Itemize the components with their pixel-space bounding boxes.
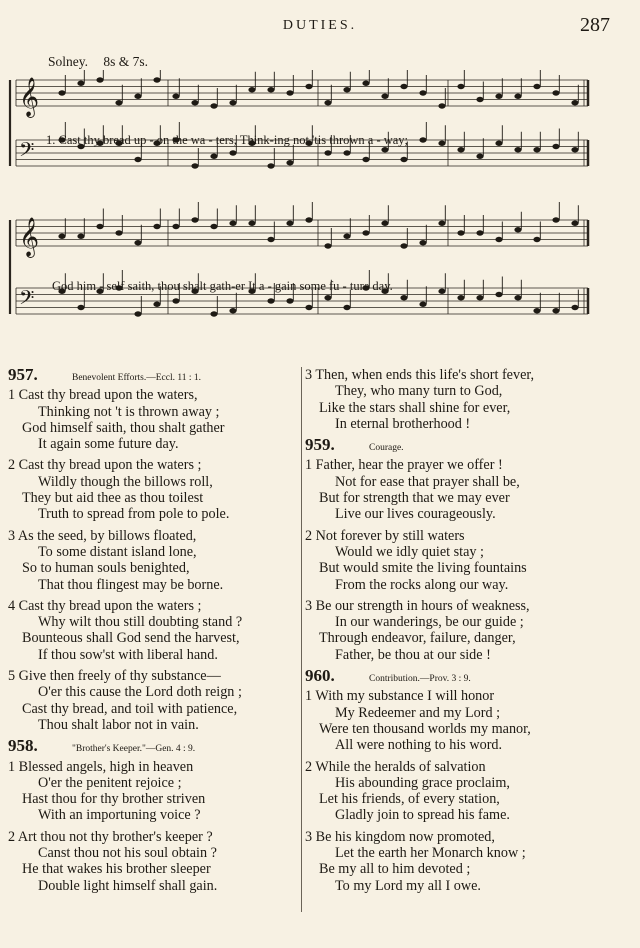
stanza	[8, 598, 298, 663]
note-head	[571, 221, 578, 226]
note-head	[571, 100, 578, 105]
note-head	[191, 100, 198, 105]
hymn-number: 957.	[8, 365, 38, 384]
note-head	[96, 224, 103, 229]
verse-line: O'er this cause the Lord doth reign ;	[38, 684, 242, 701]
note-head	[210, 154, 217, 159]
note-head	[362, 230, 369, 235]
verse-line: Were ten thousand worlds my manor,	[319, 720, 531, 737]
note-head	[286, 298, 293, 303]
verse-line: In our wanderings, be our guide ;	[335, 614, 524, 631]
stanza	[8, 759, 298, 824]
verse-line: But for strength that we may ever	[319, 490, 510, 507]
verse-line: With an importuning voice ?	[38, 807, 201, 824]
note-head	[571, 305, 578, 310]
hymn-958	[8, 738, 298, 894]
hymn-960	[305, 668, 635, 894]
verse-line: Live our lives courageously.	[335, 506, 496, 523]
note-head	[267, 237, 274, 242]
verse-line: Would we idly quiet stay ;	[335, 543, 484, 560]
note-head	[324, 150, 331, 155]
note-head	[324, 243, 331, 248]
stanza	[305, 688, 635, 753]
note-head	[552, 217, 559, 222]
note-head	[400, 295, 407, 300]
verse-line: 2 Cast thy bread upon the waters ;	[8, 457, 202, 474]
verse-line: His abounding grace proclaim,	[335, 774, 510, 791]
note-head	[191, 163, 198, 168]
hymn-958-continued	[305, 367, 635, 432]
note-head	[267, 298, 274, 303]
note-head	[438, 221, 445, 226]
verse-line: To my Lord my all I owe.	[335, 877, 481, 894]
hymn-topic: Contribution.—Prov. 3 : 9.	[369, 674, 471, 685]
note-head	[229, 308, 236, 313]
note-head	[400, 84, 407, 89]
note-head	[153, 77, 160, 82]
note-head	[419, 302, 426, 307]
note-head	[153, 302, 160, 307]
note-head	[533, 147, 540, 152]
tune-heading	[48, 54, 148, 70]
left-column	[8, 367, 298, 899]
note-head	[305, 305, 312, 310]
note-head	[362, 157, 369, 162]
note-head	[495, 292, 502, 297]
hymn-topic: "Brother's Keeper."—Gen. 4 : 9.	[72, 744, 196, 755]
note-head	[343, 305, 350, 310]
verse-line: Bounteous shall God send the harvest,	[22, 630, 240, 647]
note-head	[153, 224, 160, 229]
note-head	[77, 81, 84, 86]
verse-line: Why wilt thou still doubting stand ?	[38, 614, 243, 631]
verse-line: If thou sow'st with liberal hand.	[38, 646, 218, 663]
running-title: DUTIES.	[282, 18, 358, 33]
verse-line: 1 With my substance I will honor	[305, 688, 495, 705]
verse-line: Through endeavor, failure, danger,	[319, 630, 516, 647]
hymn-topic: Benevolent Efforts.—Eccl. 11 : 1.	[72, 373, 202, 383]
stanza	[305, 829, 635, 894]
verse-line: My Redeemer and my Lord ;	[335, 704, 501, 721]
verse-line: Like the stars shall shine for ever,	[319, 399, 511, 416]
page-header	[0, 14, 640, 38]
verse-line: Truth to spread from pole to pole.	[38, 506, 230, 523]
note-head	[381, 94, 388, 99]
note-head	[438, 289, 445, 294]
hymn-number: 960.	[305, 666, 335, 686]
note-head	[419, 137, 426, 142]
note-head	[248, 87, 255, 92]
note-head	[58, 90, 65, 95]
verse-line: He that wakes his brother sleeper	[22, 861, 211, 878]
tune-meter: 8s & 7s.	[103, 54, 149, 69]
stanza	[8, 668, 298, 733]
note-head	[514, 227, 521, 232]
note-head	[552, 90, 559, 95]
clefs	[19, 77, 39, 314]
verse-line: 2 While the heralds of salvation	[305, 758, 486, 775]
note-head	[514, 147, 521, 152]
note-head	[267, 163, 274, 168]
note-head	[115, 230, 122, 235]
hymn-957	[8, 367, 298, 733]
note-head	[58, 234, 65, 239]
verse-line: In eternal brotherhood !	[335, 415, 471, 432]
note-head	[419, 90, 426, 95]
verse-line: 3 Be his kingdom now promoted,	[305, 828, 495, 845]
music-lyric-line-1: 1. Cast thy bread up - on the wa - ters, Think-ing not 'tis thrown a - way;	[46, 133, 409, 147]
note-head	[324, 295, 331, 300]
note-head	[457, 147, 464, 152]
verse-line: Double light himself shall gain.	[38, 877, 218, 894]
verse-line: 2 Art thou not thy brother's keeper ?	[8, 828, 213, 845]
verse-line: Wildly though the billows roll,	[38, 473, 213, 490]
note-head	[267, 87, 274, 92]
right-column	[305, 367, 635, 899]
verse-line: Father, be thou at our side !	[335, 646, 491, 663]
verse-line: Gladly join to spread his fame.	[335, 807, 510, 824]
stanza	[305, 598, 635, 663]
note-head	[286, 90, 293, 95]
note-head	[172, 298, 179, 303]
stanza	[305, 457, 635, 522]
note-head	[191, 217, 198, 222]
hymn-959	[305, 437, 635, 663]
verse-line: They, who many turn to God,	[335, 383, 503, 400]
clef-icon: 𝄢	[19, 286, 35, 314]
note-head	[229, 221, 236, 226]
note-head	[134, 311, 141, 316]
note-head	[77, 305, 84, 310]
verse-line: 3 Be our strength in hours of weakness,	[305, 597, 530, 614]
music-lyric-line-2: God him - self saith, thou shalt gath-er It a - gain some fu - ture day.	[52, 279, 393, 293]
clef-icon: 𝄞	[19, 217, 40, 257]
note-head	[362, 81, 369, 86]
note-head	[172, 224, 179, 229]
hymn-number: 958.	[8, 736, 38, 756]
note-head	[457, 295, 464, 300]
stanza	[305, 528, 635, 593]
note-head	[343, 234, 350, 239]
note-head	[134, 94, 141, 99]
note-head	[96, 77, 103, 82]
note-head	[324, 100, 331, 105]
verse-line: It again some future day.	[38, 436, 179, 453]
verse-line: O'er the penitent rejoice ;	[38, 774, 182, 791]
verse-line: All were nothing to his word.	[335, 737, 503, 754]
note-head	[495, 237, 502, 242]
verse-line: 1 Father, hear the prayer we offer !	[305, 457, 503, 474]
note-head	[571, 147, 578, 152]
verse-line: Let the earth her Monarch know ;	[335, 845, 526, 862]
page-number: 287	[580, 14, 610, 36]
note-head	[229, 150, 236, 155]
verse-line: Thou shalt labor not in vain.	[38, 716, 199, 733]
verse-line: To some distant island lone,	[38, 543, 197, 560]
note-head	[172, 94, 179, 99]
note-head	[552, 308, 559, 313]
note-head	[343, 150, 350, 155]
verse-line: That thou flingest may be borne.	[38, 576, 224, 593]
note-head	[457, 230, 464, 235]
verse-line: 1 Blessed angels, high in heaven	[8, 758, 194, 775]
note-head	[514, 295, 521, 300]
music-score	[0, 70, 640, 360]
verse-line: 2 Not forever by still waters	[305, 527, 465, 544]
note-head	[476, 97, 483, 102]
note-head	[286, 160, 293, 165]
note-head	[495, 94, 502, 99]
note-head	[419, 240, 426, 245]
note-head	[210, 224, 217, 229]
note-head	[438, 141, 445, 146]
verse-line: 4 Cast thy bread upon the waters ;	[8, 597, 202, 614]
verse-line: 3 As the seed, by billows floated,	[8, 527, 197, 544]
note-head	[533, 84, 540, 89]
note-head	[514, 94, 521, 99]
note-head	[343, 87, 350, 92]
note-head	[457, 84, 464, 89]
note-head	[533, 308, 540, 313]
column-divider	[301, 367, 302, 912]
tune-name: Solney.	[48, 54, 88, 69]
verse-line: They but aid thee as thou toilest	[22, 490, 204, 507]
verse-line: 3 Then, when ends this life's short fever,	[305, 367, 535, 383]
note-head	[229, 100, 236, 105]
stanza	[8, 457, 298, 522]
note-head	[248, 221, 255, 226]
note-head	[381, 221, 388, 226]
note-head	[286, 221, 293, 226]
note-head	[476, 230, 483, 235]
note-head	[533, 237, 540, 242]
note-head	[476, 154, 483, 159]
clef-icon: 𝄞	[19, 77, 40, 117]
hymn-number: 959.	[305, 435, 335, 455]
note-head	[476, 295, 483, 300]
note-head	[134, 240, 141, 245]
verse-line: So to human souls benighted,	[22, 560, 190, 577]
verse-line: Be my all to him devoted ;	[319, 861, 471, 878]
note-head	[438, 103, 445, 108]
verse-line: 5 Give then freely of thy substance—	[8, 668, 221, 685]
note-head	[210, 311, 217, 316]
note-head	[77, 234, 84, 239]
verse-line: 1 Cast thy bread upon the waters,	[8, 387, 198, 404]
verse-line: From the rocks along our way.	[335, 576, 509, 593]
note-head	[134, 157, 141, 162]
note-head	[305, 217, 312, 222]
stanza	[305, 759, 635, 824]
stanza	[8, 528, 298, 593]
verse-line: Canst thou not his soul obtain ?	[38, 845, 217, 862]
hymn-topic: Courage.	[369, 443, 404, 454]
note-head	[495, 141, 502, 146]
stanza	[8, 387, 298, 452]
note-head	[305, 84, 312, 89]
verse-line: Not for ease that prayer shall be,	[335, 473, 520, 490]
verse-line: Hast thou for thy brother striven	[22, 791, 206, 808]
stanza	[8, 829, 298, 894]
verse-line: Thinking not 't is thrown away ;	[38, 403, 220, 420]
note-head	[552, 144, 559, 149]
verse-line: Cast thy bread, and toil with patience,	[22, 700, 238, 717]
note-head	[210, 103, 217, 108]
note-head	[400, 243, 407, 248]
clef-icon: 𝄢	[19, 138, 35, 166]
stanza	[305, 367, 635, 432]
verse-line: Let his friends, of every station,	[319, 791, 500, 808]
note-head	[115, 100, 122, 105]
note-head	[400, 157, 407, 162]
verse-line: But would smite the living fountains	[319, 560, 527, 577]
verse-line: God himself saith, thou shalt gather	[22, 419, 225, 436]
